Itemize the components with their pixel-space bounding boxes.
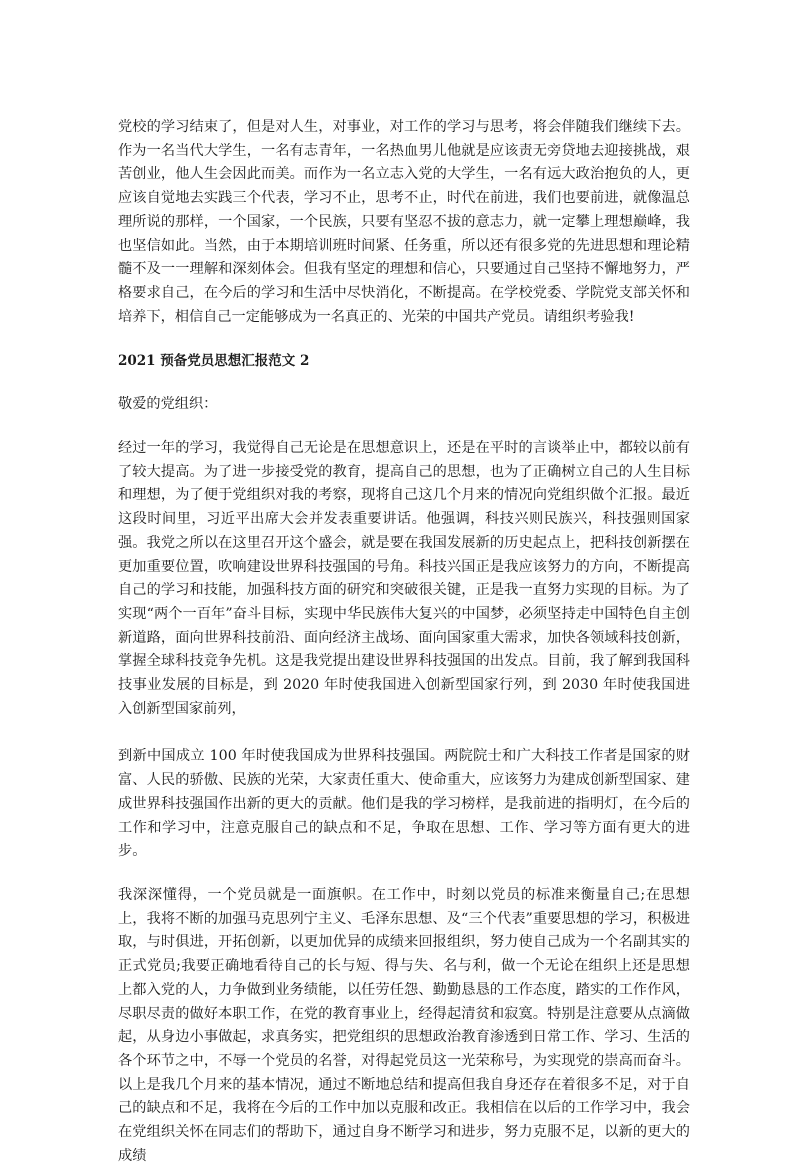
- paragraph-gap: [118, 721, 690, 745]
- paragraph-gap: [118, 329, 690, 349]
- paragraph-science-power: 到新中国成立 100 年时使我国成为世界科技强国。两院院士和广大科技工作者是国家的财富、人民的骄傲、民族的光荣，大家责任重大、使命重大，应该努力为建成创新型国家、建成世界科技强国作出新的更大的贡献。他们是我的学习榜样，是我前进的指明灯，在今后的工作和学习中，注意克服自己的缺点和不足，争取在思想、工作、学习等方面有更大的进步。: [118, 748, 690, 860]
- paragraph-gap: [118, 417, 690, 437]
- paragraph-party-member-flag: 我深深懂得，一个党员就是一面旗帜。在工作中，时刻以党员的标准来衡量自己;在思想上，我将不断的加强马克思列宁主义、毛泽东思想、及“三个代表”重要思想的学习，积极进取，与时俱进，开拓创新，以更加优异的成绩来回报组织，努力使自己成为一个名副其实的正式党员;我要正确地看待自己的长与短、得与失、名与利，做一个无论在组织上还是思想上都入党的人，力争做到业务绩能，以任劳任怨、勤勤恳恳的工作态度，踏实的工作作风，尽职尽责的做好本职工作，在党的教育事业上，经得起清贫和寂寞。特别是注意要从点滴做起，从身边小事做起，求真务实，把党组织的思想政治教育渗透到日常工作、学习、生活的各个环节之中，不辱一个党员的名誉，对得起党员这一光荣称号，为实现党的崇高而奋斗。以上是我几个月来的基本情况，通过不断地总结和提高但我自身还存在着很多不足，对于自己的缺点和不足，我将在今后的工作中加以克服和改正。我相信在以后的工作学习中，我会在党组织关怀在同志们的帮助下，通过自身不断学习和进步，努力克服不足，以新的更大的成绩: [118, 886, 690, 1164]
- paragraph-gap: [118, 373, 690, 393]
- section-heading: 2021 预备党员思想汇报范文 2: [118, 353, 310, 370]
- document-page: [118, 116, 690, 1168]
- paragraph-learning-progress: 经过一年的学习，我觉得自己无论是在思想意识上，还是在平时的言谈举止中，都较以前有了较大提高。为了进一步接受党的教育，提高自己的思想，也为了正确树立自己的人生目标和理想，为了便于党组织对我的考察，现将自己这几个月来的情况向党组织做个汇报。最近这段时间里，习近平出席大会并发表重要讲话。他强调，科技兴则民族兴，科技强则国家强。我党之所以在这里召开这个盛会，就是要在我国发展新的历史起点上，把科技创新摆在更加重要位置，吹响建设世界科技强国的号角。科技兴国正是我应该努力的方向，不断提高自己的学习和技能，加强科技方面的研究和突破很关键，正是我一直努力实现的目标。为了实现“两个一百年”奋斗目标，实现中华民族伟大复兴的中国梦，必须坚持走中国特色自主创新道路，面向世界科技前沿、面向经济主战场、面向国家重大需求，加快各领域科技创新，掌握全球科技竞争先机。这是我党提出建设世界科技强国的出发点。目前，我了解到我国科技事业发展的目标是，到 2020 年时使我国进入创新型国家行列，到 2030 年时使我国进入创新型国家前列，: [118, 440, 690, 717]
- paragraph-gap: [118, 864, 690, 884]
- paragraph-study-conclusion: 党校的学习结束了，但是对人生，对事业，对工作的学习与思考，将会伴随我们继续下去。作为一名当代大学生，一名有志青年，一名热血男儿他就是应该责无旁贷地去迎接挑战，艰苦创业，他人生会因此而美。而作为一名立志入党的大学生，一名有远大政治抱负的人，更应该自觉地去实践三个代表，学习不止，思考不止，时代在前进，我们也要前进，就像温总理所说的那样，一个国家，一个民族，只要有坚忍不拔的意志力，就一定攀上理想巅峰，我也坚信如此。当然，由于本期培训班时间紧、任务重，所以还有很多党的先进思想和理论精髓不及一一理解和深刻体会。但我有坚定的理想和信心，只要通过自己坚持不懈地努力，严格要求自己，在今后的学习和生活中尽快消化，不断提高。在学校党委、学院党支部关怀和培养下，相信自己一定能够成为一名真正的、光荣的中国共产党员。请组织考验我!: [118, 119, 690, 325]
- salutation: 敬爱的党组织：: [118, 396, 218, 413]
